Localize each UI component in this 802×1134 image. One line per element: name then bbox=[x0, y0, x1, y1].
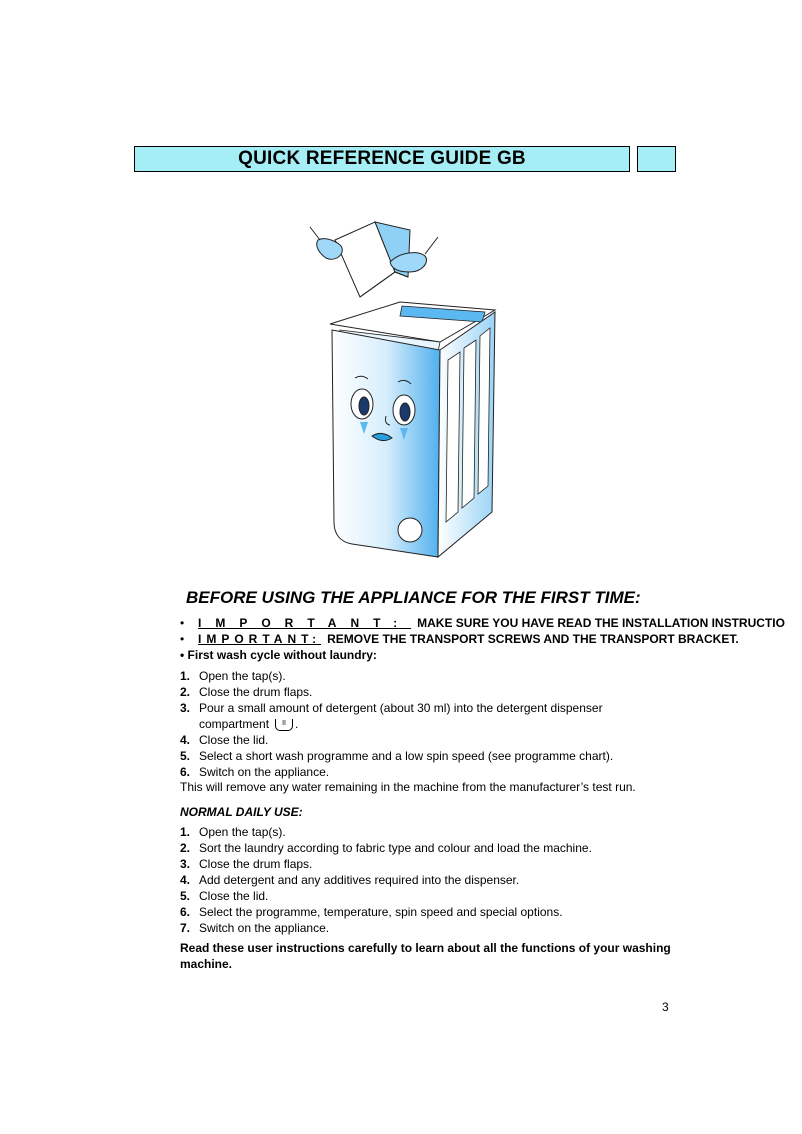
step-text-cont: compartment bbox=[199, 717, 270, 731]
step-number: 3. bbox=[180, 857, 191, 871]
test-run-note: This will remove any water remaining in the machine from the manufacturer’s test run. bbox=[180, 780, 636, 794]
list-item bbox=[180, 872, 592, 888]
read-instructions-note: Read these user instructions carefully to learn about all the functions of your washing machine. bbox=[180, 941, 671, 971]
page-title: QUICK REFERENCE GUIDE GB bbox=[134, 146, 630, 172]
list-item bbox=[180, 824, 592, 840]
step-text: Open the tap(s). bbox=[199, 825, 286, 839]
step-number: 1. bbox=[180, 669, 191, 683]
list-item bbox=[180, 856, 592, 872]
important-label: IMPORTANT: bbox=[198, 616, 412, 630]
list-item bbox=[180, 684, 613, 700]
step-number: 4. bbox=[180, 873, 191, 887]
step-text: Switch on the appliance. bbox=[199, 921, 330, 935]
step-text: Add detergent and any additives required into the dispenser. bbox=[199, 873, 520, 887]
important-installation-line bbox=[180, 616, 785, 630]
step-number: 7. bbox=[180, 921, 191, 935]
step-text: Close the lid. bbox=[199, 889, 269, 903]
filter-cover bbox=[398, 518, 422, 542]
page-number: 3 bbox=[662, 1000, 669, 1014]
washing-machine-illustration bbox=[300, 212, 500, 572]
first-wash-steps bbox=[180, 668, 613, 780]
list-item bbox=[180, 920, 592, 936]
step-number: 6. bbox=[180, 905, 191, 919]
important-transport-line bbox=[180, 632, 739, 646]
machine-front bbox=[332, 330, 440, 557]
important-label: IMPORTANT: bbox=[198, 632, 322, 646]
step-number: 5. bbox=[180, 749, 191, 763]
step-number: 2. bbox=[180, 685, 191, 699]
important-text: MAKE SURE YOU HAVE READ THE INSTALLATION INSTRUCTIO bbox=[417, 616, 785, 630]
step-number: 3. bbox=[180, 701, 191, 715]
list-item bbox=[180, 700, 613, 732]
list-item bbox=[180, 888, 592, 904]
step-text: Select the programme, temperature, spin speed and special options. bbox=[199, 905, 563, 919]
step-text: Close the drum flaps. bbox=[199, 857, 313, 871]
daily-use-heading: NORMAL DAILY USE: bbox=[180, 805, 303, 819]
step-text: Switch on the appliance. bbox=[199, 765, 330, 779]
step-number: 1. bbox=[180, 825, 191, 839]
step-text: Select a short wash programme and a low spin speed (see programme chart). bbox=[199, 749, 614, 763]
title-side-box bbox=[637, 146, 676, 172]
daily-use-steps bbox=[180, 824, 592, 936]
bullet: • bbox=[180, 616, 185, 630]
bullet: • bbox=[180, 632, 185, 646]
list-item bbox=[180, 668, 613, 684]
step-number: 4. bbox=[180, 733, 191, 747]
list-item bbox=[180, 748, 613, 764]
list-item bbox=[180, 764, 613, 780]
step-text-wrap bbox=[199, 700, 603, 732]
detergent-compartment-icon: II bbox=[275, 719, 293, 731]
list-item bbox=[180, 904, 592, 920]
step-text-end: . bbox=[295, 717, 299, 731]
step-text: Close the lid. bbox=[199, 733, 269, 747]
step-number: 5. bbox=[180, 889, 191, 903]
step-text: Open the tap(s). bbox=[199, 669, 286, 683]
step-text: Close the drum flaps. bbox=[199, 685, 313, 699]
step-number: 6. bbox=[180, 765, 191, 779]
first-wash-heading: • First wash cycle without laundry: bbox=[180, 648, 377, 662]
step-text: Pour a small amount of detergent (about 30 ml) into the detergent dispenser bbox=[199, 701, 603, 715]
step-number: 2. bbox=[180, 841, 191, 855]
important-text: REMOVE THE TRANSPORT SCREWS AND THE TRANSPORT BRACKET. bbox=[327, 632, 739, 646]
step-text: Sort the laundry according to fabric type and colour and load the machine. bbox=[199, 841, 592, 855]
list-item bbox=[180, 732, 613, 748]
list-item bbox=[180, 840, 592, 856]
first-time-heading: BEFORE USING THE APPLIANCE FOR THE FIRST TIME: bbox=[186, 588, 641, 607]
